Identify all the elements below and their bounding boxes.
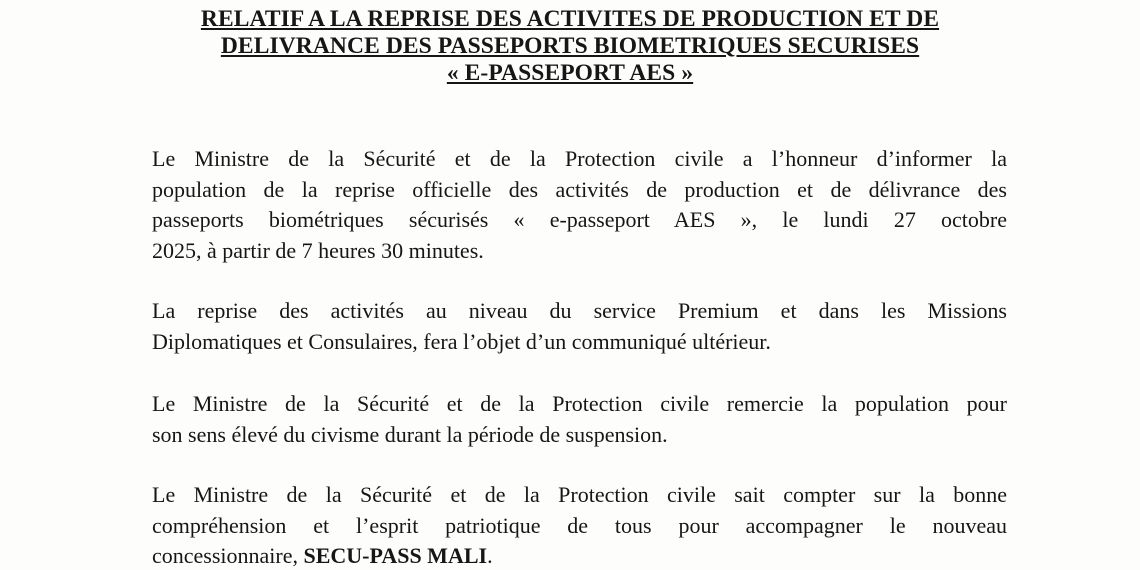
paragraph-line: Diplomatiques et Consulaires, fera l’objet d’un communiqué ultérieur.	[152, 328, 771, 354]
document-title	[0, 6, 1140, 87]
paragraph-line: La reprise des activités au niveau du service Premium et dans les Missions	[152, 298, 1007, 323]
paragraph-premium-missions	[152, 296, 1007, 357]
paragraph-line: son sens élevé du civisme durant la période de suspension.	[152, 421, 668, 447]
paragraph-line: population de la reprise officielle des activités de production et de délivrance des	[152, 176, 1007, 202]
paragraph-line: Le Ministre de la Sécurité et de la Protection civile remercie la population pour	[152, 391, 1007, 416]
concessionnaire-name: SECU-PASS MALI	[303, 543, 488, 568]
title-line-3: « E-PASSEPORT AES »	[446, 60, 694, 86]
sentence-end: .	[487, 543, 493, 568]
paragraph-line: Le Ministre de la Sécurité et de la Protection civile sait compter sur la bonne	[152, 482, 1007, 507]
paragraph-remerciements	[152, 389, 1007, 450]
title-line-2: DELIVRANCE DES PASSEPORTS BIOMETRIQUES SECURISES	[220, 33, 920, 59]
paragraph-reprise-annonce	[152, 144, 1007, 266]
paragraph-line: passeports biométriques sécurisés « e-passeport AES », le lundi 27 octobre	[152, 207, 1007, 232]
title-line-1: RELATIF A LA REPRISE DES ACTIVITES DE PRODUCTION ET DE	[200, 6, 940, 32]
paragraph-concessionnaire	[152, 480, 1007, 570]
paragraph-line: 2025, à partir de 7 heures 30 minutes.	[152, 237, 484, 263]
paragraph-line-final	[152, 541, 1007, 570]
paragraph-line: compréhension et l’esprit patriotique de tous pour accompagner le nouveau	[152, 512, 1007, 538]
paragraph-line: Le Ministre de la Sécurité et de la Protection civile a l’honneur d’informer la	[152, 146, 1007, 171]
concessionnaire-prefix: concessionnaire,	[152, 543, 304, 568]
